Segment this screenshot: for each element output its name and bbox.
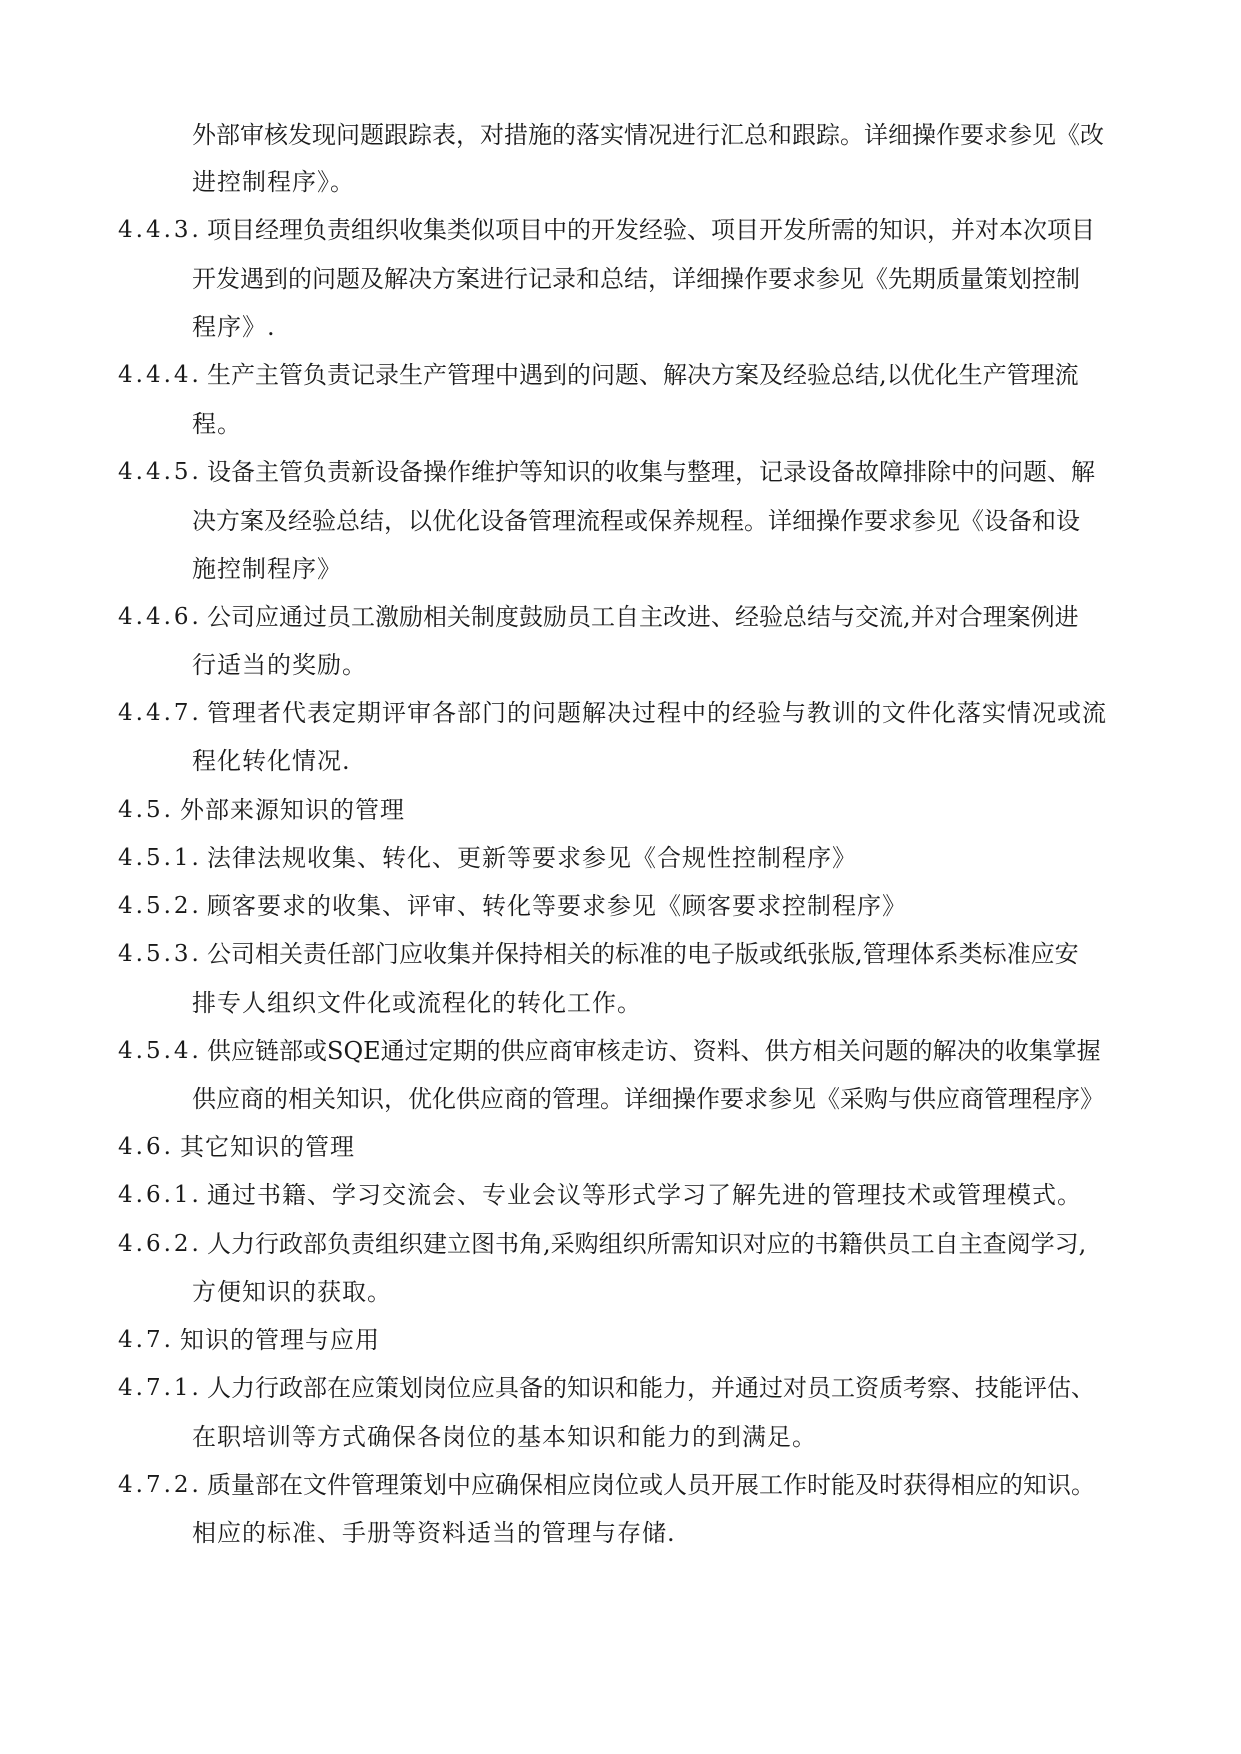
paragraph-line: 法律法规收集、转化、更新等要求参见《合规性控制程序》 — [207, 844, 857, 872]
paragraph-line: 设备主管负责新设备操作维护等知识的收集与整理，记录设备故障排除中的问题、解 — [207, 458, 1095, 486]
paragraph-line: 施控制程序》 — [192, 555, 342, 583]
section-number: 4.5.4. — [118, 1038, 202, 1064]
section-number: 4.4.6. — [118, 604, 202, 630]
section-number: 4.4.3. — [118, 217, 202, 243]
paragraph-line: 通过书籍、学习交流会、专业会议等形式学习了解先进的管理技术或管理模式。 — [207, 1181, 1082, 1209]
paragraph-line: 人力行政部负责组织建立图书角,采购组织所需知识对应的书籍供员工自主查阅学习, — [207, 1230, 1087, 1258]
section-number: 4.5.2. — [118, 893, 202, 919]
section-number: 4.4.7. — [118, 700, 202, 726]
paragraph-line: 质量部在文件管理策划中应确保相应岗位或人员开展工作时能及时获得相应的知识。 — [207, 1471, 1095, 1499]
section-number: 4.6.1. — [118, 1182, 202, 1208]
paragraph-line: 顾客要求的收集、评审、转化等要求参见《顾客要求控制程序》 — [207, 892, 907, 920]
paragraph-line: 相应的标准、手册等资料适当的管理与存储. — [192, 1519, 676, 1547]
section-heading: 知识的管理与应用 — [180, 1326, 380, 1354]
paragraph-line: 供应商的相关知识，优化供应商的管理。详细操作要求参见《采购与供应商管理程序》 — [192, 1085, 1104, 1113]
paragraph-line: 决方案及经验总结，以优化设备管理流程或保养规程。详细操作要求参见《设备和设 — [192, 507, 1080, 535]
paragraph-line: 人力行政部在应策划岗位应具备的知识和能力，并通过对员工资质考察、技能评估、 — [207, 1374, 1095, 1402]
section-number: 4.5.1. — [118, 845, 202, 871]
paragraph-line: 开发遇到的问题及解决方案进行记录和总结，详细操作要求参见《先期质量策划控制 — [192, 265, 1080, 293]
section-number: 4.7. — [118, 1327, 174, 1353]
section-number: 4.6. — [118, 1134, 174, 1160]
paragraph-line: 项目经理负责组织收集类似项目中的开发经验、项目开发所需的知识，并对本次项目 — [207, 216, 1095, 244]
section-number: 4.4.4. — [118, 362, 202, 388]
paragraph-line: 程化转化情况. — [192, 747, 351, 775]
section-heading: 其它知识的管理 — [180, 1133, 355, 1161]
paragraph-line: 生产主管负责记录生产管理中遇到的问题、解决方案及经验总结,以优化生产管理流 — [207, 361, 1079, 389]
paragraph-line: 公司应通过员工激励相关制度鼓励员工自主改进、经验总结与交流,并对合理案例进 — [207, 603, 1079, 631]
section-number: 4.5.3. — [118, 941, 202, 967]
section-number: 4.7.1. — [118, 1375, 202, 1401]
paragraph-line: 排专人组织文件化或流程化的转化工作。 — [192, 989, 642, 1017]
section-number: 4.6.2. — [118, 1231, 202, 1257]
paragraph-line: 管理者代表定期评审各部门的问题解决过程中的经验与教训的文件化落实情况或流 — [207, 699, 1107, 727]
paragraph-line: 在职培训等方式确保各岗位的基本知识和能力的到满足。 — [192, 1423, 817, 1451]
paragraph-line: 进控制程序》。 — [192, 168, 355, 196]
paragraph-line: 公司相关责任部门应收集并保持相关的标准的电子版或纸张版,管理体系类标准应安 — [207, 940, 1079, 968]
paragraph-line: 行适当的奖励。 — [192, 651, 367, 679]
paragraph-line: 方便知识的获取。 — [192, 1278, 392, 1306]
paragraph-line: 外部审核发现问题跟踪表，对措施的落实情况进行汇总和跟踪。详细操作要求参见《改 — [192, 121, 1104, 149]
section-number: 4.7.2. — [118, 1472, 202, 1498]
paragraph-line: 供应链部或SQE通过定期的供应商审核走访、资料、供方相关问题的解决的收集掌握 — [207, 1037, 1101, 1065]
section-heading: 外部来源知识的管理 — [180, 796, 405, 824]
section-number: 4.5. — [118, 797, 174, 823]
paragraph-line: 程序》. — [192, 313, 276, 341]
paragraph-line: 程。 — [192, 410, 242, 438]
section-number: 4.4.5. — [118, 459, 202, 485]
